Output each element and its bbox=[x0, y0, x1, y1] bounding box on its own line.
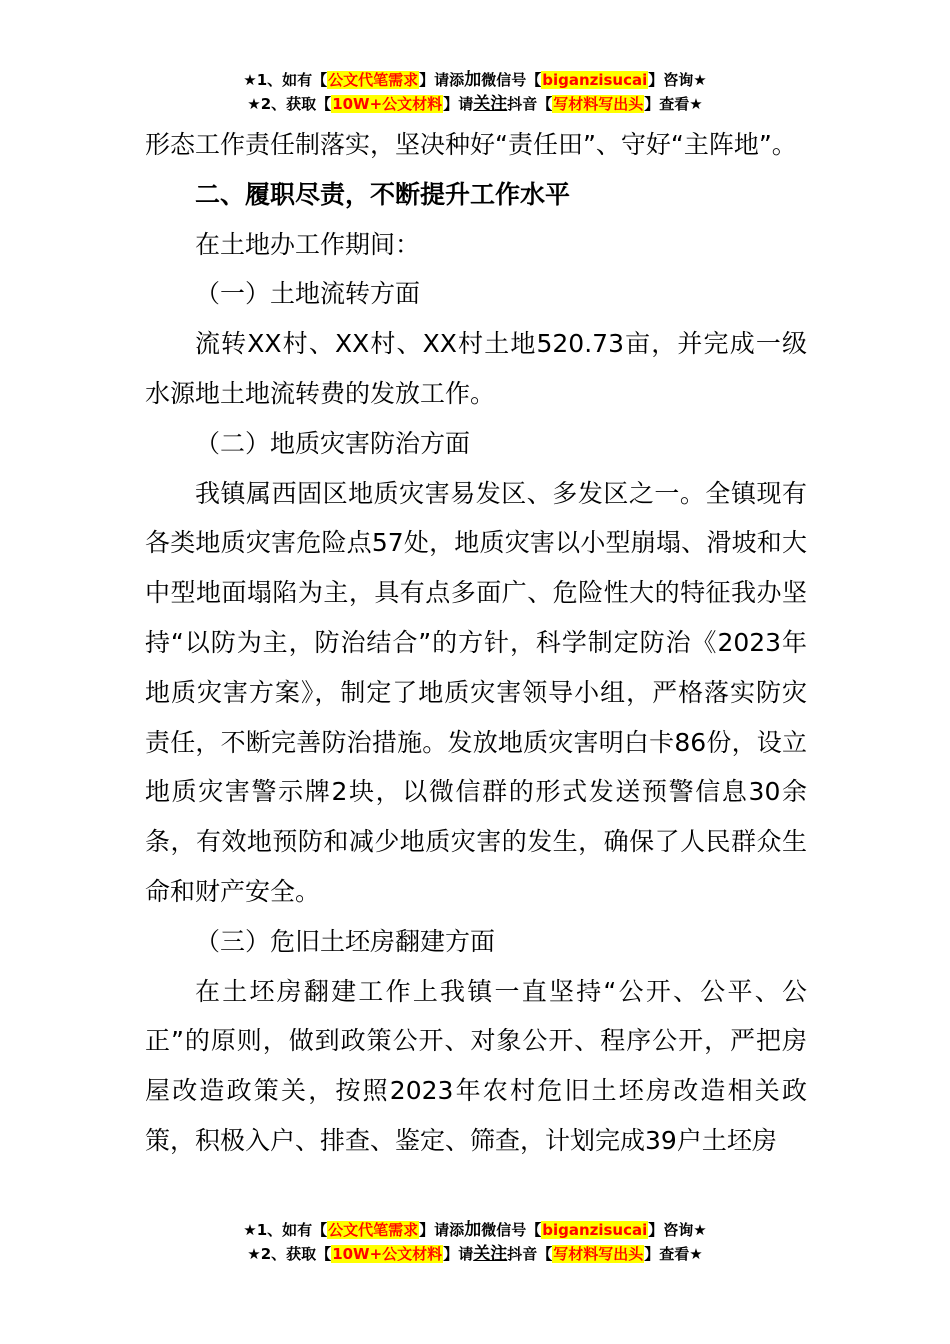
promo-line-2-prefix: ★2、获取【 bbox=[247, 1245, 332, 1263]
promo-line-2-bold: 关注 bbox=[473, 1244, 508, 1264]
promo-highlight-materials: 10W+公文材料 bbox=[332, 95, 443, 113]
promo-line-1 bbox=[0, 68, 950, 92]
top-promo-banner bbox=[0, 68, 950, 116]
bottom-promo-banner bbox=[0, 1218, 950, 1266]
promo-line-1-bottom bbox=[0, 1218, 950, 1242]
intro-line: 在土地办工作期间： bbox=[195, 229, 421, 259]
promo-line-1-bold: 加 bbox=[464, 1220, 482, 1240]
subheading-housing: （三）危旧土坯房翻建方面 bbox=[195, 926, 496, 956]
document-body bbox=[145, 120, 807, 1166]
paragraph-continuation: 形态工作责任制落实，坚决种好“责任田”、守好“主阵地”。 bbox=[145, 130, 797, 159]
promo-line-1-mid2: 微信号【 bbox=[481, 1221, 542, 1239]
promo-line-2-bottom bbox=[0, 1242, 950, 1266]
promo-line-2-mid: 】请 bbox=[443, 1245, 474, 1263]
promo-line-2-mid2: 抖音【 bbox=[507, 1245, 553, 1263]
promo-highlight-douyin: 写材料写出头 bbox=[553, 95, 644, 113]
promo-line-2-mid: 】请 bbox=[443, 95, 474, 113]
promo-highlight-service: 公文代笔需求 bbox=[328, 71, 419, 89]
promo-line-2-suffix: 】查看★ bbox=[644, 1245, 703, 1263]
promo-line-1-suffix: 】咨询★ bbox=[648, 71, 707, 89]
promo-line-2-bold: 关注 bbox=[473, 94, 508, 114]
promo-line-1-suffix: 】咨询★ bbox=[648, 1221, 707, 1239]
promo-highlight-wechat-id: biganzisucai bbox=[542, 1221, 648, 1239]
paragraph-geohazard: 我镇属西固区地质灾害易发区、多发区之一。全镇现有各类地质灾害危险点57处，地质灾害以小型崩塌、滑坡和大中型地面塌陷为主，具有点多面广、危险性大的特征我办坚持“以防为主，防治结合”的方针，科学制定防治《2023年地质灾害方案》，制定了地质灾害领导小组，严格落实防灾责任，不断完善防治措施。发放地质灾害明白卡86份，设立地质灾害警示牌2块，以微信群的形式发送预警信息30余条，有效地预防和减少地质灾害的发生，确保了人民群众生命和财产安全。 bbox=[145, 478, 807, 906]
promo-line-1-prefix: ★1、如有【 bbox=[243, 1221, 328, 1239]
promo-line-2-mid2: 抖音【 bbox=[507, 95, 553, 113]
promo-highlight-wechat-id: biganzisucai bbox=[542, 71, 648, 89]
promo-line-1-mid2: 微信号【 bbox=[481, 71, 542, 89]
promo-line-2-prefix: ★2、获取【 bbox=[247, 95, 332, 113]
promo-highlight-douyin: 写材料写出头 bbox=[553, 1245, 644, 1263]
promo-line-2 bbox=[0, 92, 950, 116]
section-heading: 二、履职尽责，不断提升工作水平 bbox=[195, 179, 571, 209]
promo-line-1-mid: 】请添 bbox=[419, 1221, 465, 1239]
promo-highlight-materials: 10W+公文材料 bbox=[332, 1245, 443, 1263]
promo-line-1-bold: 加 bbox=[464, 70, 482, 90]
promo-line-1-prefix: ★1、如有【 bbox=[243, 71, 328, 89]
promo-highlight-service: 公文代笔需求 bbox=[328, 1221, 419, 1239]
promo-line-2-suffix: 】查看★ bbox=[644, 95, 703, 113]
subheading-geohazard: （二）地质灾害防治方面 bbox=[195, 428, 471, 458]
subheading-land-transfer: （一）土地流转方面 bbox=[195, 279, 421, 309]
paragraph-land-transfer: 流转XX村、XX村、XX村土地520.73亩，并完成一级水源地土地流转费的发放工作。 bbox=[145, 329, 807, 408]
paragraph-housing: 在土坯房翻建工作上我镇一直坚持“公开、公平、公正”的原则，做到政策公开、对象公开、程序公开，严把房屋改造政策关，按照2023年农村危旧土坯房改造相关政策，积极入户、排查、鉴定、筛查，计划完成39户土坯房 bbox=[145, 976, 807, 1155]
promo-line-1-mid: 】请添 bbox=[419, 71, 465, 89]
